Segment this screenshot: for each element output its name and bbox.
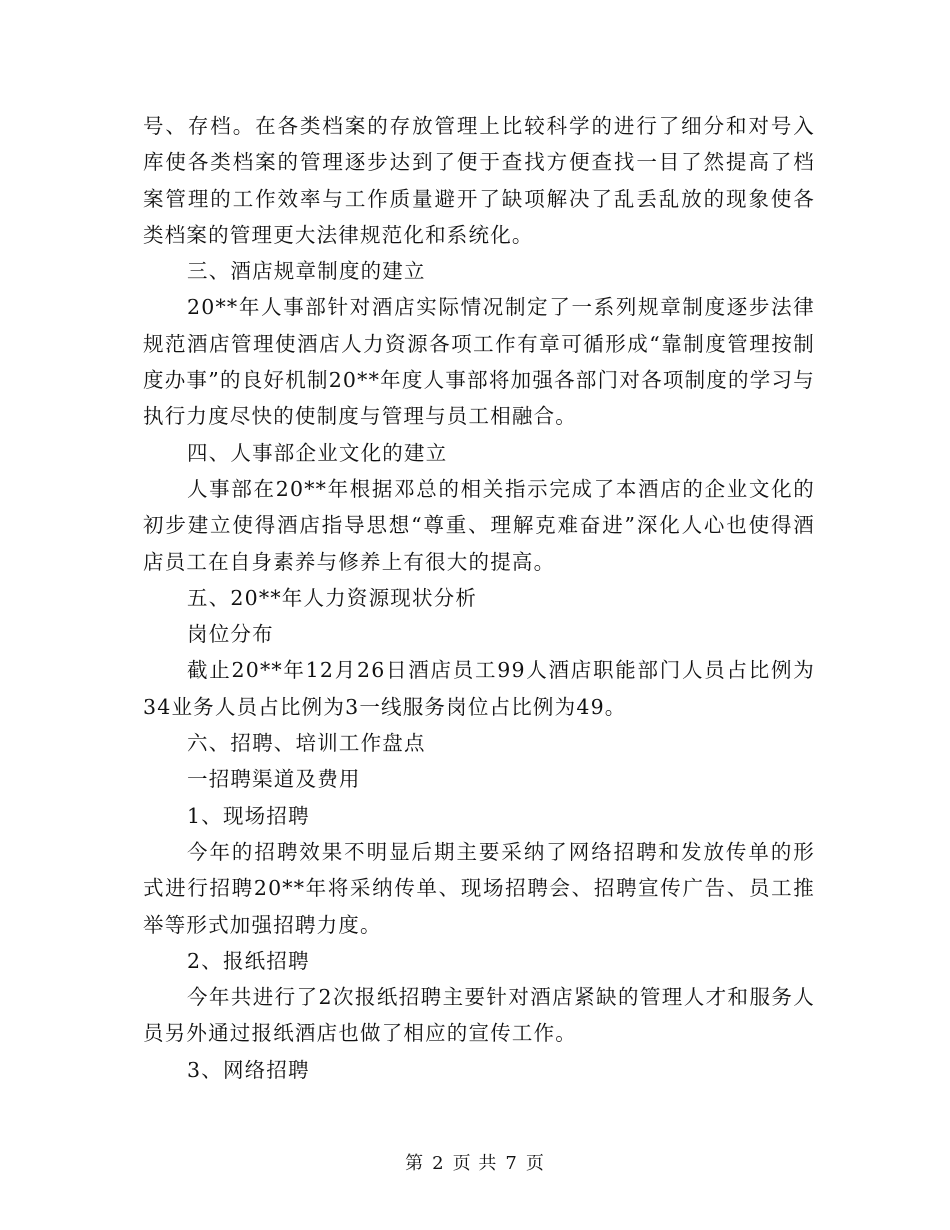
footer-total-pages: 7	[505, 1153, 518, 1174]
paragraph-newspaper-recruitment: 今年共进行了2次报纸招聘主要针对酒店紧缺的管理人才和服务人员另外通过报纸酒店也做了相应的宣传工作。	[143, 985, 815, 1046]
heading-onsite-recruitment: 1、现场招聘	[187, 803, 310, 828]
paragraph-archive-management: 号、存档。在各类档案的存放管理上比较科学的进行了细分和对号入库使各类档案的管理逐步达到了便于查找方便查找一目了然提高了档案管理的工作效率与工作质量避开了缺项解决了乱丢乱放的现象使各类档案的管理更大法律规范化和系统化。	[143, 114, 815, 247]
footer-page-number: 2	[432, 1153, 445, 1174]
paragraph-position-distribution: 截止20**年12月26日酒店员工99人酒店职能部门人员占比例为34业务人员占比例为3一线服务岗位占比例为49。	[143, 658, 815, 719]
heading-corporate-culture: 四、人事部企业文化的建立	[187, 440, 448, 465]
heading-rules-system: 三、酒店规章制度的建立	[187, 259, 426, 284]
heading-hr-analysis: 五、20**年人力资源现状分析	[187, 585, 478, 610]
heading-position-distribution: 岗位分布	[187, 622, 274, 647]
paragraph-corporate-culture: 人事部在20**年根据邓总的相关指示完成了本酒店的企业文化的初步建立使得酒店指导思想“尊重、理解克难奋进”深化人心也使得酒店员工在自身素养与修养上有很大的提高。	[143, 476, 815, 574]
paragraph-rules-system: 20**年人事部针对酒店实际情况制定了一系列规章制度逐步法律规范酒店管理使酒店人力资源各项工作有章可循形成“靠制度管理按制度办事”的良好机制20**年度人事部将加强各部门对各项制度的学习与执行力度尽快的使制度与管理与员工相融合。	[143, 295, 815, 429]
heading-newspaper-recruitment: 2、报纸招聘	[187, 948, 310, 973]
footer-suffix: 页	[525, 1153, 545, 1174]
heading-recruitment-channels: 一招聘渠道及费用	[187, 767, 361, 792]
document-body	[143, 108, 815, 1088]
heading-online-recruitment: 3、网络招聘	[187, 1057, 310, 1082]
paragraph-onsite-recruitment: 今年的招聘效果不明显后期主要采纳了网络招聘和发放传单的形式进行招聘20**年将采纳传单、现场招聘会、招聘宣传广告、员工推举等形式加强招聘力度。	[143, 839, 815, 937]
page-footer	[0, 1152, 950, 1176]
footer-middle: 页 共	[452, 1153, 498, 1174]
footer-prefix: 第	[405, 1153, 425, 1174]
heading-recruitment-training: 六、招聘、培训工作盘点	[187, 731, 426, 756]
